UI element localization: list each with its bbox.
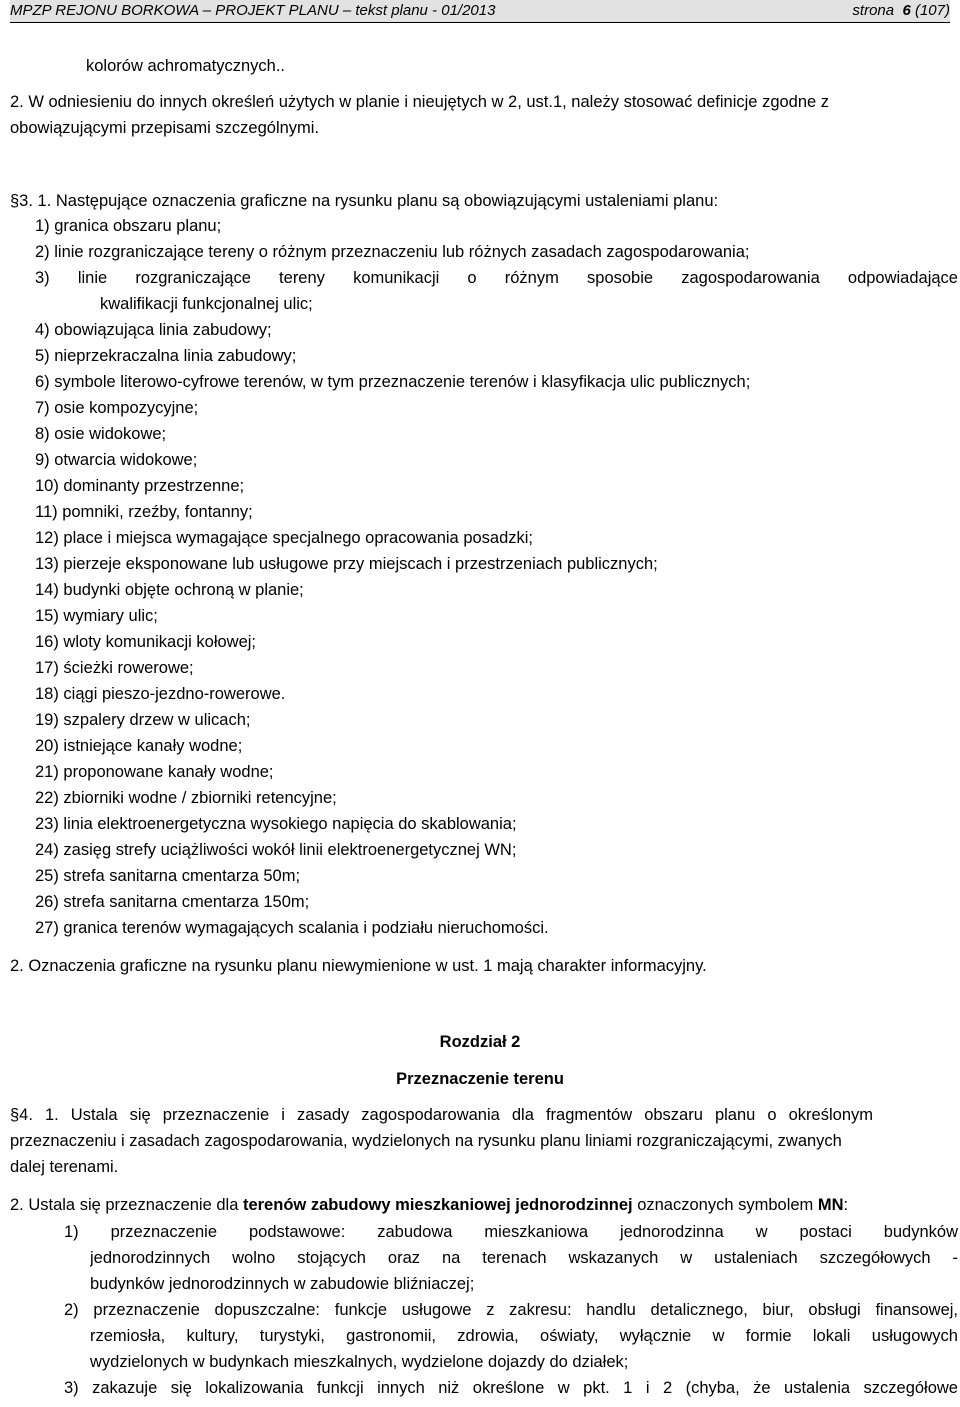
list-item: 22) zbiorniki wodne / zbiorniki retencyjne; [35, 789, 337, 807]
list-item: 4) obowiązująca linia zabudowy; [35, 321, 272, 339]
list-item: 21) proponowane kanały wodne; [35, 763, 274, 781]
page-header [10, 0, 950, 23]
list-item: 1) granica obszaru planu; [35, 217, 222, 235]
list-item: 27) granica terenów wymagających scalania i podziału nieruchomości. [35, 919, 549, 937]
paragraph-2-line-2: obowiązującymi przepisami szczególnymi. [10, 119, 320, 137]
list-item: 19) szpalery drzew w ulicach; [35, 711, 251, 729]
list-item: 1) przeznaczenie podstawowe: zabudowa mieszkaniowa jednorodzinna w postaci budynków [64, 1223, 958, 1241]
list-item: 3) linie rozgraniczające tereny komunikacji o różnym sposobie zagospodarowania odpowiadające [35, 269, 958, 287]
section-3-point-2: 2. Oznaczenia graficzne na rysunku planu niewymienione w ust. 1 mają charakter informacyjny. [10, 957, 707, 975]
point-2-text: 2. Ustala się przeznaczenie dla [10, 1196, 243, 1214]
list-item-continuation: rzemiosła, kultury, turystyki, gastronomii, zdrowia, oświaty, wyłącznie w formie lokali usługowych [90, 1327, 958, 1345]
list-item: 15) wymiary ulic; [35, 607, 158, 625]
list-item: 11) pomniki, rzeźby, fontanny; [35, 503, 253, 521]
intro-continuation: kolorów achromatycznych.. [86, 57, 285, 75]
list-item: 3) zakazuje się lokalizowania funkcji innych niż określone w pkt. 1 i 2 (chyba, że ustalenia szczegółowe [64, 1379, 958, 1397]
page-number: 6 [902, 2, 911, 19]
document-title: MPZP REJONU BORKOWA – PROJEKT PLANU – tekst planu - 01/2013 [10, 2, 496, 19]
list-item-continuation: jednorodzinnych wolno stojących oraz na terenach wskazanych w ustaleniach szczegółowych - [90, 1249, 958, 1267]
list-item: 17) ścieżki rowerowe; [35, 659, 194, 677]
list-item: 7) osie kompozycyjne; [35, 399, 199, 417]
page-total: (107) [914, 2, 950, 19]
list-item: 23) linia elektroenergetyczna wysokiego napięcia do skablowania; [35, 815, 517, 833]
page-prefix: strona [852, 2, 895, 19]
point-2-text: oznaczonych symbolem [632, 1196, 818, 1214]
list-item: 26) strefa sanitarna cmentarza 150m; [35, 893, 310, 911]
section-4-line-3: dalej terenami. [10, 1158, 119, 1176]
list-item: 18) ciągi pieszo-jezdno-rowerowe. [35, 685, 286, 703]
list-item: 20) istniejące kanały wodne; [35, 737, 243, 755]
list-item: 14) budynki objęte ochroną w planie; [35, 581, 304, 599]
list-item: 12) place i miejsca wymagające specjalnego opracowania posadzki; [35, 529, 534, 547]
list-item: 24) zasięg strefy uciążliwości wokół linii elektroenergetycznej WN; [35, 841, 517, 859]
list-item: 2) linie rozgraniczające tereny o różnym przeznaczeniu lub różnych zasadach zagospodarowania; [35, 243, 750, 261]
list-item-continuation: kwalifikacji funkcjonalnej ulic; [100, 295, 313, 313]
zoning-category: terenów zabudowy mieszkaniowej jednorodzinnej [242, 1196, 633, 1214]
list-item: 8) osie widokowe; [35, 425, 167, 443]
chapter-title: Przeznaczenie terenu [396, 1070, 564, 1088]
list-item: 2) przeznaczenie dopuszczalne: funkcje usługowe z zakresu: handlu detalicznego, biur, obsługi finansowej, [64, 1301, 958, 1319]
chapter-number: Rozdział 2 [439, 1033, 521, 1051]
section-4-line-2: przeznaczeniu i zasadach zagospodarowania, wydzielonych na rysunku planu liniami rozgraniczającymi, zwanych [10, 1132, 842, 1150]
section-4-line-1: §4. 1. Ustala się przeznaczenie i zasady zagospodarowania dla fragmentów obszaru planu o określonym [10, 1106, 873, 1124]
paragraph-2-line-1: 2. W odniesieniu do innych określeń użytych w planie i nieujętych w 2, ust.1, należy stosować definicje zgodne z [10, 93, 830, 111]
list-item: 6) symbole literowo-cyfrowe terenów, w tym przeznaczenie terenów i klasyfikacja ulic publicznych; [35, 373, 751, 391]
list-item-continuation: budynków jednorodzinnych w zabudowie bliźniaczej; [90, 1275, 475, 1293]
list-item: 9) otwarcia widokowe; [35, 451, 198, 469]
section-4-point-2 [10, 1195, 848, 1215]
list-item: 10) dominanty przestrzenne; [35, 477, 245, 495]
list-item: 25) strefa sanitarna cmentarza 50m; [35, 867, 301, 885]
point-2-text: : [843, 1196, 849, 1214]
list-item: 16) wloty komunikacji kołowej; [35, 633, 257, 651]
zoning-symbol: MN [817, 1196, 844, 1214]
section-3-heading: §3. 1. Następujące oznaczenia graficzne na rysunku planu są obowiązującymi ustaleniami planu: [10, 192, 719, 210]
list-item: 13) pierzeje eksponowane lub usługowe przy miejscach i przestrzeniach publicznych; [35, 555, 658, 573]
list-item-continuation: wydzielonych w budynkach mieszkalnych, wydzielone dojazdy do działek; [90, 1353, 629, 1371]
page-indicator [852, 0, 950, 22]
list-item: 5) nieprzekraczalna linia zabudowy; [35, 347, 297, 365]
